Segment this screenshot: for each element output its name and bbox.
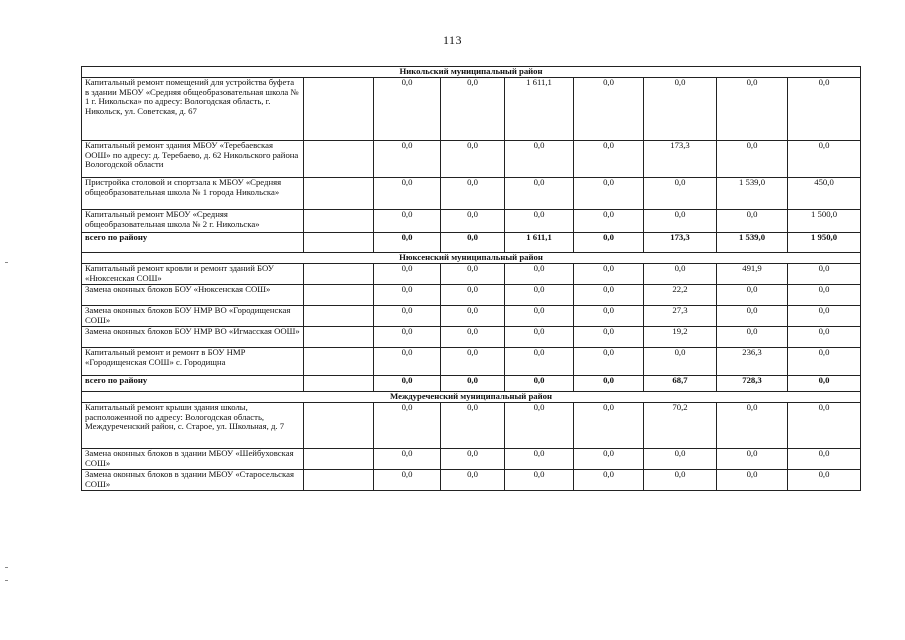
total-amount-cell: 1 950,0: [788, 233, 861, 253]
amount-cell: 0,0: [374, 78, 441, 141]
total-amount-cell: 728,3: [717, 376, 788, 392]
total-amount-cell: 1 539,0: [717, 233, 788, 253]
amount-cell: 0,0: [788, 470, 861, 491]
amount-cell: 0,0: [574, 348, 644, 376]
table-row: [82, 348, 861, 376]
amount-cell: 19,2: [644, 327, 717, 348]
amount-cell: 27,3: [644, 306, 717, 327]
amount-cell: 0,0: [574, 78, 644, 141]
spacer-cell: [304, 306, 374, 327]
amount-cell: 1 539,0: [717, 178, 788, 210]
amount-cell: 0,0: [441, 285, 505, 306]
project-name: Пристройка столовой и спортзала к МБОУ «Средняя общеобразовательная школа № 1 города Никольска»: [82, 178, 304, 210]
table-row: [82, 78, 861, 141]
amount-cell: 0,0: [644, 264, 717, 285]
amount-cell: 0,0: [717, 403, 788, 449]
spacer-cell: [304, 210, 374, 233]
project-name: Капитальный ремонт здания МБОУ «Теребаевская ООШ» по адресу: д. Теребаево, д. 62 Никольского района Вологодской области: [82, 141, 304, 178]
district-total-row: [82, 376, 861, 392]
amount-cell: 0,0: [374, 348, 441, 376]
amount-cell: 1 500,0: [788, 210, 861, 233]
table-row: [82, 306, 861, 327]
amount-cell: 0,0: [644, 348, 717, 376]
amount-cell: 0,0: [374, 141, 441, 178]
spacer-cell: [304, 233, 374, 253]
margin-mark: [5, 567, 8, 568]
spacer-cell: [304, 403, 374, 449]
project-name: Замена оконных блоков в здании МБОУ «Старосельская СОШ»: [82, 470, 304, 491]
amount-cell: 0,0: [574, 141, 644, 178]
project-name: Капитальный ремонт МБОУ «Средняя общеобразовательная школа № 2 г. Никольска»: [82, 210, 304, 233]
total-label: всего по району: [82, 376, 304, 392]
amount-cell: 0,0: [574, 449, 644, 470]
amount-cell: 0,0: [374, 210, 441, 233]
amount-cell: 0,0: [717, 285, 788, 306]
amount-cell: 0,0: [788, 285, 861, 306]
project-name: Капитальный ремонт и ремонт в БОУ НМР «Городищенская СОШ» с. Городищна: [82, 348, 304, 376]
total-label: всего по району: [82, 233, 304, 253]
section-header-row: [82, 392, 861, 403]
total-amount-cell: 0,0: [574, 376, 644, 392]
amount-cell: 0,0: [574, 470, 644, 491]
project-name: Замена оконных блоков БОУ НМР ВО «Игмасская ООШ»: [82, 327, 304, 348]
amount-cell: 0,0: [717, 470, 788, 491]
amount-cell: 0,0: [505, 264, 574, 285]
amount-cell: 0,0: [374, 178, 441, 210]
amount-cell: 0,0: [788, 348, 861, 376]
amount-cell: 0,0: [717, 78, 788, 141]
spacer-cell: [304, 376, 374, 392]
margin-mark: [5, 580, 8, 581]
amount-cell: 0,0: [788, 327, 861, 348]
amount-cell: 22,2: [644, 285, 717, 306]
total-amount-cell: 0,0: [441, 376, 505, 392]
amount-cell: 491,9: [717, 264, 788, 285]
amount-cell: 0,0: [374, 403, 441, 449]
table-row: [82, 264, 861, 285]
amount-cell: 236,3: [717, 348, 788, 376]
amount-cell: 0,0: [788, 449, 861, 470]
amount-cell: 0,0: [505, 285, 574, 306]
amount-cell: 70,2: [644, 403, 717, 449]
spacer-cell: [304, 78, 374, 141]
amount-cell: 0,0: [374, 327, 441, 348]
amount-cell: 0,0: [441, 141, 505, 178]
amount-cell: 0,0: [644, 178, 717, 210]
amount-cell: 0,0: [441, 78, 505, 141]
page-number: 113: [442, 33, 463, 47]
amount-cell: 450,0: [788, 178, 861, 210]
amount-cell: 0,0: [374, 470, 441, 491]
project-name: Замена оконных блоков в здании МБОУ «Шейбуховская СОШ»: [82, 449, 304, 470]
total-amount-cell: 0,0: [574, 233, 644, 253]
amount-cell: 0,0: [644, 78, 717, 141]
spacer-cell: [304, 264, 374, 285]
amount-cell: 0,0: [441, 327, 505, 348]
section-header-row: [82, 253, 861, 264]
amount-cell: 0,0: [374, 449, 441, 470]
section-title: Междуреченский муниципальный район: [82, 392, 861, 403]
spacer-cell: [304, 141, 374, 178]
amount-cell: 0,0: [441, 210, 505, 233]
table-row: [82, 403, 861, 449]
amount-cell: 0,0: [788, 141, 861, 178]
spacer-cell: [304, 178, 374, 210]
amount-cell: 0,0: [374, 285, 441, 306]
amount-cell: 0,0: [644, 449, 717, 470]
amount-cell: 0,0: [788, 264, 861, 285]
amount-cell: 0,0: [717, 327, 788, 348]
amount-cell: 0,0: [505, 178, 574, 210]
amount-cell: 0,0: [505, 470, 574, 491]
project-name: Капитальный ремонт помещений для устройства буфета в здании МБОУ «Средняя общеобразовательная школа № 1 г. Никольска» по адресу: Вологодская область, г. Никольск, ул. Советская, д. 67: [82, 78, 304, 141]
amount-cell: 0,0: [574, 327, 644, 348]
total-amount-cell: 0,0: [788, 376, 861, 392]
spacer-cell: [304, 470, 374, 491]
amount-cell: 173,3: [644, 141, 717, 178]
total-amount-cell: 1 611,1: [505, 233, 574, 253]
amount-cell: 0,0: [441, 449, 505, 470]
amount-cell: 0,0: [788, 403, 861, 449]
amount-cell: 0,0: [505, 210, 574, 233]
amount-cell: 0,0: [788, 306, 861, 327]
table-row: [82, 178, 861, 210]
amount-cell: 0,0: [644, 210, 717, 233]
amount-cell: 0,0: [574, 403, 644, 449]
total-amount-cell: 0,0: [374, 376, 441, 392]
table-row: [82, 141, 861, 178]
table-row: [82, 327, 861, 348]
amount-cell: 0,0: [717, 210, 788, 233]
amount-cell: 0,0: [644, 470, 717, 491]
amount-cell: 0,0: [441, 403, 505, 449]
section-title: Никольский муниципальный район: [82, 67, 861, 78]
amount-cell: 0,0: [505, 403, 574, 449]
total-amount-cell: 173,3: [644, 233, 717, 253]
total-amount-cell: 68,7: [644, 376, 717, 392]
project-name: Капитальный ремонт кровли и ремонт зданий БОУ «Нюксенская СОШ»: [82, 264, 304, 285]
table-body: [82, 67, 861, 491]
total-amount-cell: 0,0: [505, 376, 574, 392]
funding-table: [81, 66, 861, 491]
section-header-row: [82, 67, 861, 78]
amount-cell: 0,0: [441, 470, 505, 491]
spacer-cell: [304, 449, 374, 470]
project-name: Замена оконных блоков БОУ НМР ВО «Городищенская СОШ»: [82, 306, 304, 327]
amount-cell: 0,0: [505, 306, 574, 327]
project-name: Капитальный ремонт крыши здания школы, расположенной по адресу: Вологодская область, Междуреченский район, с. Старое, ул. Школьная, д. 7: [82, 403, 304, 449]
amount-cell: 0,0: [505, 327, 574, 348]
amount-cell: 0,0: [505, 449, 574, 470]
amount-cell: 0,0: [574, 306, 644, 327]
amount-cell: 0,0: [717, 141, 788, 178]
total-amount-cell: 0,0: [374, 233, 441, 253]
amount-cell: 0,0: [574, 178, 644, 210]
amount-cell: 0,0: [574, 210, 644, 233]
amount-cell: 0,0: [574, 264, 644, 285]
table-row: [82, 470, 861, 491]
total-amount-cell: 0,0: [441, 233, 505, 253]
amount-cell: 0,0: [441, 178, 505, 210]
amount-cell: 0,0: [441, 348, 505, 376]
table-row: [82, 449, 861, 470]
margin-mark: [5, 262, 8, 263]
amount-cell: 0,0: [441, 306, 505, 327]
amount-cell: 0,0: [505, 141, 574, 178]
amount-cell: 0,0: [374, 264, 441, 285]
amount-cell: 1 611,1: [505, 78, 574, 141]
amount-cell: 0,0: [717, 449, 788, 470]
amount-cell: 0,0: [574, 285, 644, 306]
section-title: Нюксенский муниципальный район: [82, 253, 861, 264]
table-row: [82, 285, 861, 306]
amount-cell: 0,0: [441, 264, 505, 285]
amount-cell: 0,0: [717, 306, 788, 327]
amount-cell: 0,0: [788, 78, 861, 141]
district-total-row: [82, 233, 861, 253]
spacer-cell: [304, 327, 374, 348]
amount-cell: 0,0: [505, 348, 574, 376]
table-row: [82, 210, 861, 233]
spacer-cell: [304, 348, 374, 376]
amount-cell: 0,0: [374, 306, 441, 327]
spacer-cell: [304, 285, 374, 306]
project-name: Замена оконных блоков БОУ «Нюксенская СОШ»: [82, 285, 304, 306]
